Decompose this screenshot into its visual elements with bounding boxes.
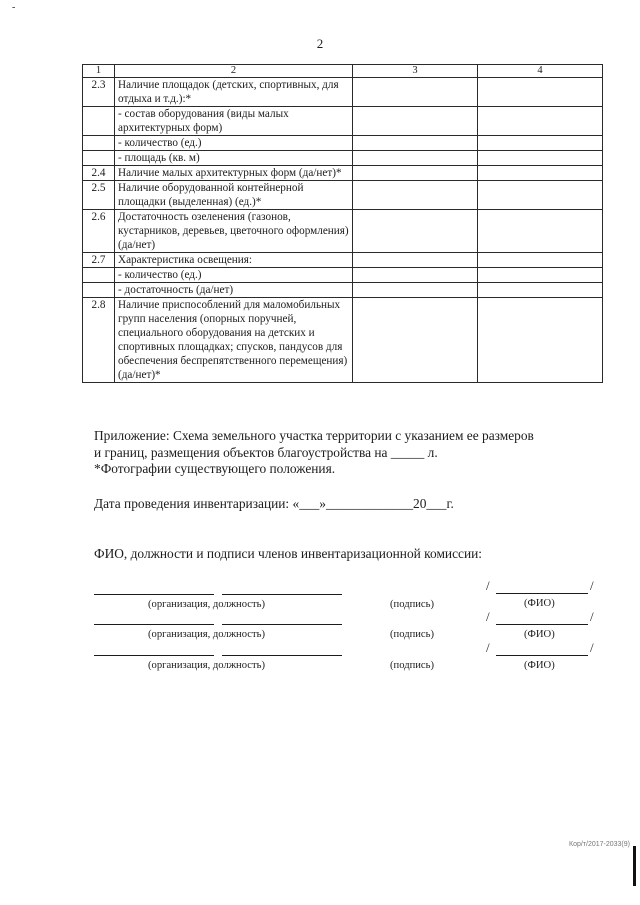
header-cell: 2 [115,65,353,78]
header-cell: 4 [478,65,603,78]
fio-slash-left: / [486,640,490,655]
attachment-line-1: Приложение: Схема земельного участка территории с указанием ее размеров [94,428,534,443]
position-line [222,594,342,595]
row-label: Достаточность озеленения (газонов, кустарников, деревьев, цветочного оформления) (да/нет) [115,210,353,253]
table-row [83,107,603,136]
row-value-col4 [478,151,603,166]
row-number: 2.3 [83,78,115,107]
row-label: Характеристика освещения: [115,253,353,268]
sign-caption: (подпись) [390,660,434,671]
inventory-table [82,64,603,383]
org-line [94,624,214,625]
row-value-col3 [353,151,478,166]
row-value-col4 [478,78,603,107]
row-value-col3 [353,181,478,210]
row-value-col3 [353,78,478,107]
position-line [222,624,342,625]
fio-caption: (ФИО) [524,598,555,609]
table-row [83,283,603,298]
row-value-col4 [478,298,603,383]
fio-slash-right: / [590,609,594,624]
attachment-line-2: и границ, размещения объектов благоустройства на _____ л. [94,445,438,460]
row-label: - площадь (кв. м) [115,151,353,166]
row-number [83,151,115,166]
row-value-col4 [478,210,603,253]
org-caption: (организация, должность) [148,629,265,640]
row-value-col3 [353,210,478,253]
row-value-col4 [478,107,603,136]
table-row [83,181,603,210]
row-number: 2.5 [83,181,115,210]
fio-slash-right: / [590,578,594,593]
table-row [83,253,603,268]
org-line [94,655,214,656]
row-value-col3 [353,298,478,383]
row-number [83,107,115,136]
row-value-col3 [353,166,478,181]
scan-edge-mark [633,846,636,886]
org-caption: (организация, должность) [148,660,265,671]
table-header-row [83,65,603,78]
row-label: - состав оборудования (виды малых архитектурных форм) [115,107,353,136]
sign-caption: (подпись) [390,629,434,640]
fio-line [496,593,588,594]
row-number [83,268,115,283]
org-caption: (организация, должность) [148,599,265,610]
fio-slash-left: / [486,609,490,624]
org-line [94,594,214,595]
row-label: - достаточность (да/нет) [115,283,353,298]
fio-slash-left: / [486,578,490,593]
corner-mark: - [12,2,16,13]
row-value-col3 [353,283,478,298]
row-label: Наличие малых архитектурных форм (да/нет)* [115,166,353,181]
row-value-col4 [478,181,603,210]
row-label: - количество (ед.) [115,136,353,151]
table-row [83,298,603,383]
table-row [83,136,603,151]
position-line [222,655,342,656]
fio-caption: (ФИО) [524,629,555,640]
row-number: 2.8 [83,298,115,383]
header-cell: 3 [353,65,478,78]
fio-slash-right: / [590,640,594,655]
row-value-col3 [353,253,478,268]
row-number: 2.4 [83,166,115,181]
table-row [83,78,603,107]
page-number: 2 [316,36,324,51]
photos-note: *Фотографии существующего положения. [94,461,336,476]
row-label: - количество (ед.) [115,268,353,283]
row-value-col4 [478,253,603,268]
inventory-date-line: Дата проведения инвентаризации: «___»_____________20___г. [94,496,454,511]
header-cell: 1 [83,65,115,78]
row-number [83,136,115,151]
row-value-col4 [478,136,603,151]
table-row [83,210,603,253]
table-row [83,166,603,181]
row-value-col3 [353,268,478,283]
row-value-col4 [478,166,603,181]
fio-line [496,624,588,625]
sign-caption: (подпись) [390,599,434,610]
row-number: 2.6 [83,210,115,253]
table-row [83,268,603,283]
row-label: Наличие оборудованной контейнерной площадки (выделенная) (ед.)* [115,181,353,210]
row-number [83,283,115,298]
row-label: Наличие площадок (детских, спортивных, для отдыха и т.д.):* [115,78,353,107]
row-value-col3 [353,136,478,151]
row-value-col4 [478,283,603,298]
row-value-col3 [353,107,478,136]
row-number: 2.7 [83,253,115,268]
table-row [83,151,603,166]
footer-stamp: Кор/т/2017-2033(9) [569,841,630,848]
fio-line [496,655,588,656]
row-value-col4 [478,268,603,283]
commission-title: ФИО, должности и подписи членов инвентаризационной комиссии: [94,546,483,561]
row-label: Наличие приспособлений для маломобильных групп населения (опорных поручней, специального оборудования на детских и спортивных площадках; спусков, пандусов для обеспечения беспрепятственного перемещения) (да/нет)* [115,298,353,383]
fio-caption: (ФИО) [524,660,555,671]
